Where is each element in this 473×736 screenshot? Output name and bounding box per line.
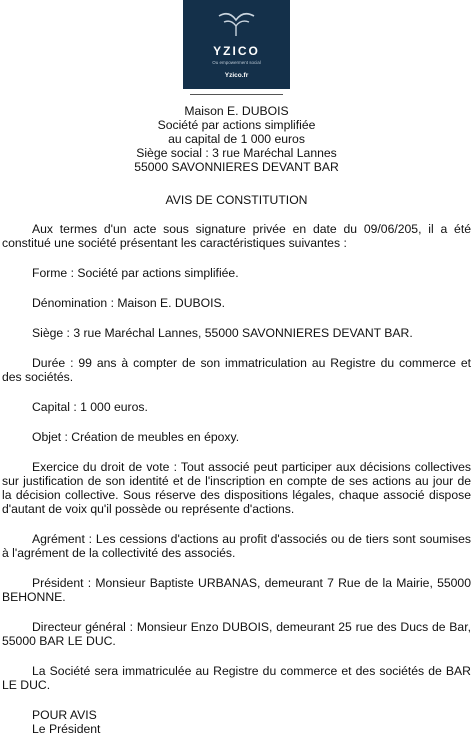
yzico-logo (183, 0, 290, 89)
paragraph-capital: Capital : 1 000 euros. (32, 400, 148, 414)
paragraph-duree: Durée : 99 ans à compter de son immatriculation au Registre du commerce et des sociétés. (2, 356, 471, 384)
closing-signatory: Le Président (32, 722, 101, 736)
paragraph-denomination: Dénomination : Maison E. DUBOIS. (32, 296, 226, 310)
company-city: 55000 SAVONNIERES DEVANT BAR (134, 160, 339, 174)
yzico-emblem-icon (215, 6, 258, 42)
paragraph-intro: Aux termes d'un acte sous signature privée en date du 09/06/205, il a été constitué une société présentant les caractéristiques suivantes : (2, 222, 471, 250)
company-capital: au capital de 1 000 euros (168, 132, 305, 146)
notice-body (2, 222, 471, 736)
notice-title: AVIS DE CONSTITUTION (165, 193, 308, 207)
paragraph-objet: Objet : Création de meubles en époxy. (32, 430, 240, 444)
logo-divider (190, 94, 283, 95)
logo-brand: YZICO (213, 44, 260, 58)
logo-tagline: Ou empowerment social (212, 60, 261, 65)
paragraph-directeur: Directeur général : Monsieur Enzo DUBOIS, demeurant 25 rue des Ducs de Bar, 55000 BAR LE DUC. (2, 620, 471, 648)
company-seat: Siège social : 3 rue Maréchal Lannes (136, 146, 337, 160)
company-name: Maison E. DUBOIS (184, 104, 289, 118)
paragraph-vote: Exercice du droit de vote : Tout associé peut participer aux décisions collectives sur justification de son identité et de l'inscription en compte de ses actions au jour de la décision collective. Sous réserve des dispositions légales, chaque associé dispose d'autant de voix qu'il possède ou représente d'actions. (2, 460, 471, 516)
paragraph-immatriculation: La Société sera immatriculée au Registre du commerce et des sociétés de BAR LE DUC. (2, 664, 471, 692)
paragraph-forme: Forme : Société par actions simplifiée. (32, 266, 239, 280)
company-form: Société par actions simplifiée (157, 118, 316, 132)
logo-site: Yzico.fr (224, 72, 249, 79)
company-header (0, 104, 473, 174)
closing-pour-avis: POUR AVIS (32, 708, 97, 722)
paragraph-agrement: Agrément : Les cessions d'actions au profit d'associés ou de tiers sont soumises à l'agrément de la collectivité des associés. (2, 532, 471, 560)
paragraph-siege: Siège : 3 rue Maréchal Lannes, 55000 SAVONNIERES DEVANT BAR. (32, 326, 413, 340)
paragraph-president: Président : Monsieur Baptiste URBANAS, demeurant 7 Rue de la Mairie, 55000 BEHONNE. (2, 576, 471, 604)
